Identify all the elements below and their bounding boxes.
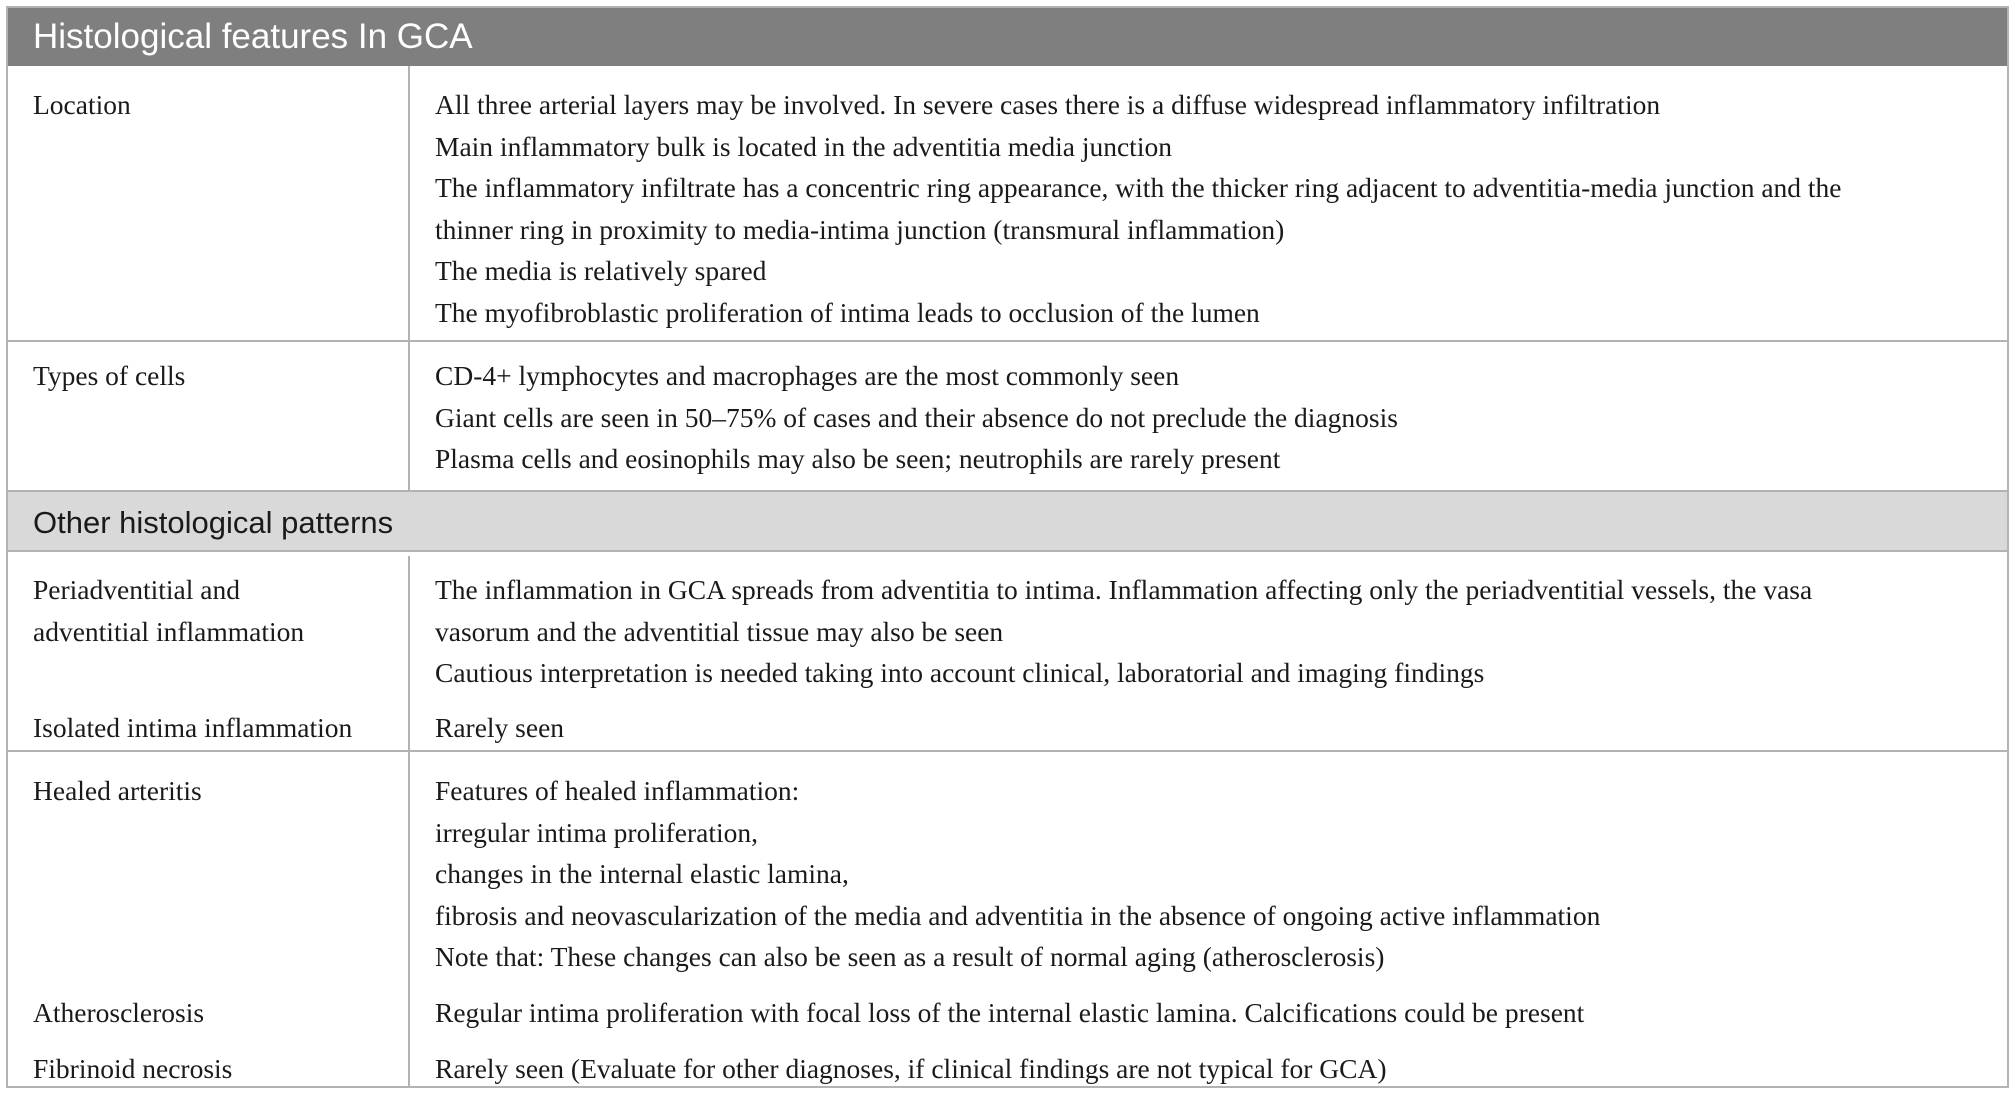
row-text-line: Giant cells are seen in 50–75% of cases and their absence do not preclude the diagnosis: [435, 401, 1398, 433]
row-text-line: fibrosis and neovascularization of the media and adventitia in the absence of ongoing active inflammation: [435, 899, 1601, 931]
row-label: Types of cells: [33, 360, 186, 391]
row-text-line: vasorum and the adventitial tissue may also be seen: [435, 615, 1004, 647]
row-label: Fibrinoid necrosis: [33, 1053, 233, 1084]
row-text-line: Plasma cells and eosinophils may also be seen; neutrophils are rarely present: [435, 443, 1281, 474]
row-text-line: Regular intima proliferation with focal loss of the internal elastic lamina. Calcifications could be present: [435, 997, 1585, 1028]
row-text-line: Note that: These changes can also be seen as a result of normal aging (atherosclerosis): [435, 941, 1385, 972]
row-label: Location: [33, 89, 131, 120]
row-text-line: changes in the internal elastic lamina,: [435, 858, 849, 889]
row-text-line: The media is relatively spared: [435, 255, 767, 286]
row-text-line: The inflammation in GCA spreads from adventitia to intima. Inflammation affecting only the periadventitial vessels, the vasa: [435, 574, 1813, 605]
column-divider: [408, 66, 410, 492]
row-label: adventitial inflammation: [33, 615, 305, 647]
row-label: Isolated intima inflammation: [33, 712, 353, 743]
row-text-line: irregular intima proliferation,: [435, 816, 759, 848]
section-title: Other histological patterns: [8, 490, 2007, 552]
row-text-line: Rarely seen: [435, 712, 565, 743]
row-text-line: thinner ring in proximity to media-intima junction (transmural inflammation): [435, 213, 1285, 245]
table-title: Histological features In GCA: [8, 8, 2007, 66]
row-text-line: The inflammatory infiltrate has a concentric ring appearance, with the thicker ring adjacent to adventitia-media junction and the: [435, 172, 1842, 203]
row-text-line: Cautious interpretation is needed taking into account clinical, laboratorial and imaging findings: [435, 657, 1485, 688]
row-text-line: CD-4+ lymphocytes and macrophages are the most commonly seen: [435, 360, 1180, 391]
histology-table: [6, 6, 2009, 1088]
row-label: Healed arteritis: [33, 775, 202, 806]
row-text-line: Features of healed inflammation:: [435, 775, 800, 806]
row-divider: [8, 750, 2007, 752]
row-label: Periadventitial and: [33, 574, 240, 605]
row-label: Atherosclerosis: [33, 997, 205, 1028]
row-text-line: Rarely seen (Evaluate for other diagnoses, if clinical findings are not typical for GCA): [435, 1053, 1387, 1084]
row-text-line: Main inflammatory bulk is located in the adventitia media junction: [435, 130, 1172, 162]
row-divider: [8, 340, 2007, 342]
row-text-line: The myofibroblastic proliferation of intima leads to occlusion of the lumen: [435, 296, 1260, 328]
row-text-line: All three arterial layers may be involved. In severe cases there is a diffuse widespread inflammatory infiltration: [435, 89, 1661, 120]
column-divider: [408, 556, 410, 1086]
